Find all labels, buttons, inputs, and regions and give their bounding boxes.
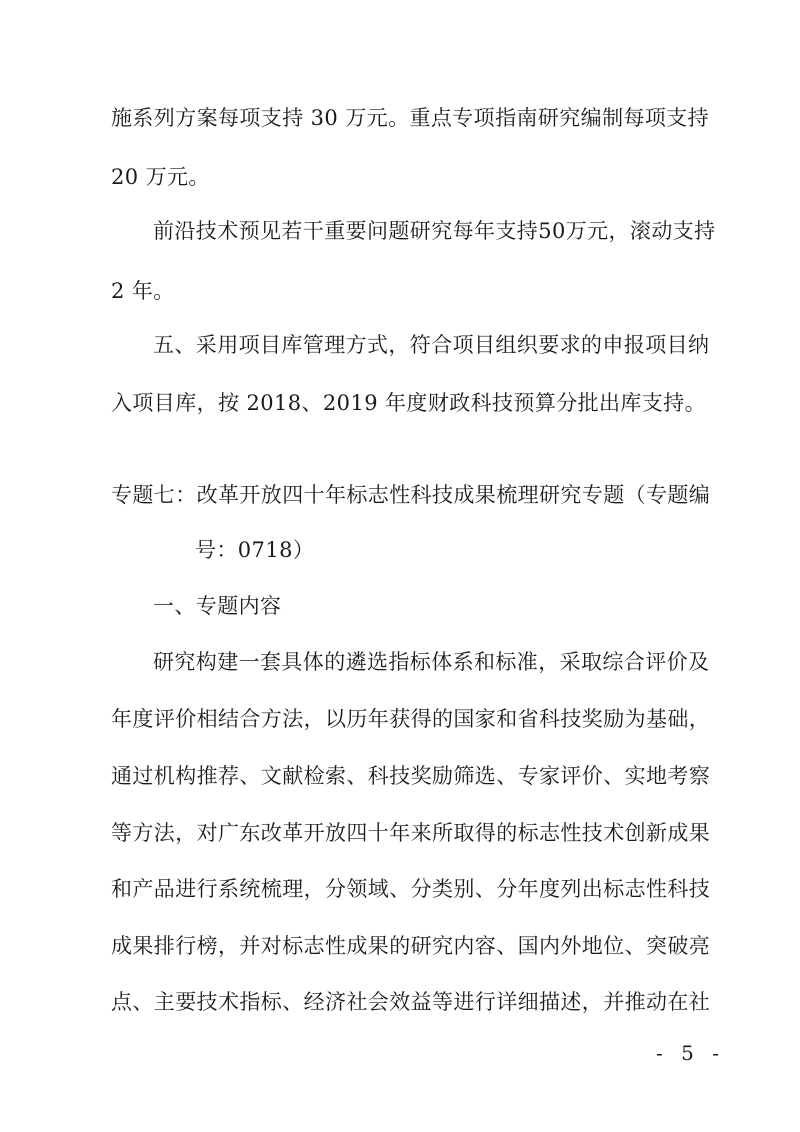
paragraph-line: 成果排行榜，并对标志性成果的研究内容、国内外地位、突破亮 xyxy=(111,934,711,958)
paragraph-line: 点、主要技术指标、经济社会效益等进行详细描述，并推动在社 xyxy=(111,990,711,1014)
paragraph-line: 施系列方案每项支持 30 万元。重点专项指南研究编制每项支持 xyxy=(111,106,710,130)
paragraph-line: 和产品进行系统梳理，分领域、分类别、分年度列出标志性科技 xyxy=(111,877,711,901)
paragraph-line: 前沿技术预见若干重要问题研究每年支持50万元，滚动支持 xyxy=(153,219,716,243)
section-heading: 一、专题内容 xyxy=(153,594,282,618)
topic-title-line: 号：0718） xyxy=(195,538,315,562)
paragraph-line: 研究构建一套具体的遴选指标体系和标准，采取综合评价及 xyxy=(153,650,710,674)
paragraph-line: 等方法，对广东改革开放四十年来所取得的标志性技术创新成果 xyxy=(111,821,711,845)
topic-title-line: 专题七：改革开放四十年标志性科技成果梳理研究专题（专题编 xyxy=(111,483,711,507)
section-heading-line: 五、采用项目库管理方式，符合项目组织要求的申报项目纳 xyxy=(153,333,710,357)
page-number: - 5 - xyxy=(656,1041,725,1065)
paragraph-line: 2 年。 xyxy=(111,279,175,303)
paragraph-line: 通过机构推荐、文献检索、科技奖励筛选、专家评价、实地考察 xyxy=(111,764,711,788)
paragraph-line: 入项目库，按 2018、2019 年度财政科技预算分批出库支持。 xyxy=(111,391,707,415)
paragraph-line: 年度评价相结合方法，以历年获得的国家和省科技奖励为基础， xyxy=(111,707,711,731)
paragraph-line: 20 万元。 xyxy=(111,165,210,189)
